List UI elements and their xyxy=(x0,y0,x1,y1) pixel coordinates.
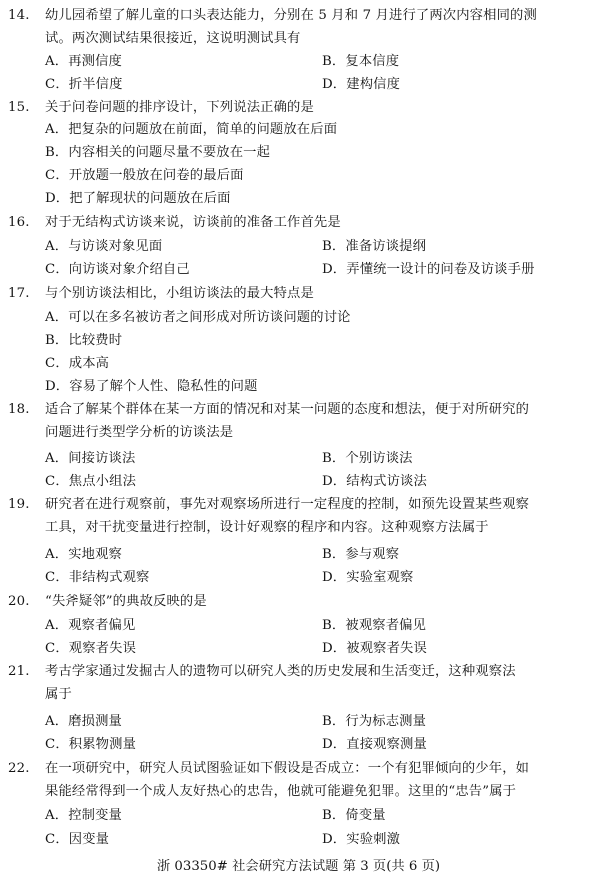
option-text: 比较费时 xyxy=(68,333,123,348)
option-text: 可以在多名被访者之间形成对所访谈问题的讨论 xyxy=(68,310,351,325)
option-label: D． xyxy=(45,191,70,206)
option-label: B． xyxy=(322,239,346,254)
question-number: 17. xyxy=(8,286,30,301)
answer-option xyxy=(322,76,400,94)
answer-option xyxy=(322,569,414,587)
question-number: 21. xyxy=(8,664,30,679)
answer-option xyxy=(45,378,258,396)
option-label: B． xyxy=(322,451,346,466)
answer-option xyxy=(45,76,123,94)
answer-option xyxy=(322,736,427,754)
option-text: 与访谈对象见面 xyxy=(68,239,163,254)
answer-option xyxy=(322,640,427,658)
option-label: D． xyxy=(322,77,347,92)
option-text: 内容相关的问题尽量不要放在一起 xyxy=(68,145,271,160)
answer-option xyxy=(45,831,109,849)
option-label: D． xyxy=(322,474,347,489)
option-label: B． xyxy=(45,145,69,160)
question-stem: 关于问卷问题的排序设计，下列说法正确的是 xyxy=(45,100,314,115)
answer-option xyxy=(45,473,136,491)
question-stem: 果能经常得到一个成人友好热心的忠告，他就可能避免犯罪。这里的“忠告”属于 xyxy=(45,784,517,799)
answer-option xyxy=(322,261,535,279)
question-stem: 属于 xyxy=(45,687,72,702)
answer-option xyxy=(45,450,135,468)
answer-option xyxy=(45,167,244,185)
option-label: B． xyxy=(322,547,346,562)
option-label: A． xyxy=(45,310,69,325)
option-label: D． xyxy=(322,832,347,847)
option-text: 弄懂统一设计的问卷及访谈手册 xyxy=(346,262,535,277)
answer-option xyxy=(322,831,400,849)
question-stem: 在一项研究中，研究人员试图验证如下假设是否成立：一个有犯罪倾向的少年，如 xyxy=(45,761,530,776)
answer-option xyxy=(45,238,162,256)
option-text: 被观察者失误 xyxy=(346,641,427,656)
answer-option xyxy=(45,569,149,587)
option-text: 因变量 xyxy=(68,832,110,847)
option-text: 控制变量 xyxy=(68,808,122,823)
question-number: 20. xyxy=(8,594,30,609)
question-stem: 适合了解某个群体在某一方面的情况和对某一问题的态度和想法，便于对所研究的 xyxy=(45,402,530,417)
option-label: A． xyxy=(45,808,69,823)
option-text: 焦点小组法 xyxy=(68,474,137,489)
option-text: 把了解现状的问题放在后面 xyxy=(69,191,231,206)
option-text: 间接访谈法 xyxy=(68,451,136,466)
option-label: C． xyxy=(45,168,69,183)
option-text: 观察者偏见 xyxy=(68,618,136,633)
option-label: B． xyxy=(45,333,69,348)
question-stem: 对于无结构式访谈来说，访谈前的准备工作首先是 xyxy=(45,215,341,230)
question-stem: 幼儿园希望了解儿童的口头表达能力，分别在 5 月和 7 月进行了两次内容相同的测 xyxy=(45,8,537,23)
option-text: 实验室观察 xyxy=(346,570,414,585)
option-text: 实地观察 xyxy=(68,547,122,562)
answer-option xyxy=(322,450,413,468)
answer-option xyxy=(322,53,399,71)
question-stem: 研究者在进行观察前，事先对观察场所进行一定程度的控制，如预先设置某些观察 xyxy=(45,497,530,512)
option-label: C． xyxy=(45,737,69,752)
option-text: 结构式访谈法 xyxy=(346,474,427,489)
option-text: 开放题一般放在问卷的最后面 xyxy=(68,168,244,183)
option-label: B． xyxy=(322,808,346,823)
answer-option xyxy=(322,713,426,731)
question-number: 16. xyxy=(8,215,30,230)
answer-option xyxy=(45,355,109,373)
answer-option xyxy=(322,546,399,564)
option-label: B． xyxy=(322,618,346,633)
question-number: 19. xyxy=(8,497,30,512)
option-text: 个别访谈法 xyxy=(345,451,413,466)
option-label: C． xyxy=(45,356,69,371)
option-label: D． xyxy=(45,379,70,394)
question-number: 18. xyxy=(8,402,30,417)
answer-option xyxy=(45,121,337,139)
answer-option xyxy=(45,807,122,825)
option-label: D． xyxy=(322,262,347,277)
option-text: 积累物测量 xyxy=(68,737,137,752)
option-text: 倚变量 xyxy=(345,808,386,823)
answer-option xyxy=(45,546,122,564)
page-footer: 浙 03350# 社会研究方法试题 第 3 页(共 6 页) xyxy=(156,859,441,874)
option-text: 成本高 xyxy=(68,356,110,371)
option-text: 向访谈对象介绍自己 xyxy=(68,262,190,277)
answer-option xyxy=(45,53,122,71)
answer-option xyxy=(322,238,426,256)
option-label: C． xyxy=(45,262,69,277)
option-text: 准备访谈提纲 xyxy=(345,239,427,254)
option-label: C． xyxy=(45,832,69,847)
option-text: 复本信度 xyxy=(345,54,400,69)
question-number: 22. xyxy=(8,761,30,776)
option-label: C． xyxy=(45,474,69,489)
option-label: D． xyxy=(322,570,347,585)
option-text: 建构信度 xyxy=(346,77,401,92)
answer-option xyxy=(322,807,386,825)
option-label: D． xyxy=(322,641,347,656)
option-text: 非结构式观察 xyxy=(68,570,150,585)
answer-option xyxy=(45,261,190,279)
question-stem: 工具，对干扰变量进行控制，设计好观察的程序和内容。这种观察方法属于 xyxy=(45,520,489,535)
option-label: A． xyxy=(45,547,69,562)
answer-option xyxy=(322,617,426,635)
option-label: B． xyxy=(322,54,346,69)
option-label: A． xyxy=(45,54,69,69)
question-stem: 考古学家通过发掘古人的遗物可以研究人类的历史发展和生活变迁，这种观察法 xyxy=(45,664,516,679)
option-text: 磨损测量 xyxy=(68,714,122,729)
question-stem: “失斧疑邻”的典故反映的是 xyxy=(45,594,207,609)
option-text: 观察者失误 xyxy=(68,641,137,656)
option-text: 实验刺激 xyxy=(346,832,401,847)
answer-option xyxy=(45,190,231,208)
option-label: B． xyxy=(322,714,346,729)
question-number: 14. xyxy=(8,8,30,23)
option-label: C． xyxy=(45,641,69,656)
option-label: C． xyxy=(45,570,69,585)
option-text: 再测信度 xyxy=(68,54,122,69)
option-label: D． xyxy=(322,737,347,752)
option-label: A． xyxy=(45,714,69,729)
option-label: C． xyxy=(45,77,69,92)
answer-option xyxy=(45,144,270,162)
answer-option xyxy=(45,736,136,754)
option-label: A． xyxy=(45,451,69,466)
option-text: 容易了解个人性、隐私性的问题 xyxy=(69,379,258,394)
option-text: 被观察者偏见 xyxy=(345,618,427,633)
option-text: 直接观察测量 xyxy=(346,737,427,752)
answer-option xyxy=(45,617,135,635)
option-text: 行为标志测量 xyxy=(345,714,427,729)
option-label: A． xyxy=(45,618,69,633)
answer-option xyxy=(45,309,351,327)
option-label: A． xyxy=(45,239,69,254)
option-text: 把复杂的问题放在前面，简单的问题放在后面 xyxy=(68,122,338,137)
answer-option xyxy=(45,713,122,731)
question-stem: 与个别访谈法相比，小组访谈法的最大特点是 xyxy=(45,286,314,301)
option-text: 折半信度 xyxy=(68,77,123,92)
option-text: 参与观察 xyxy=(345,547,400,562)
answer-option xyxy=(45,640,136,658)
question-number: 15. xyxy=(8,100,30,115)
question-stem: 问题进行类型学分析的访谈法是 xyxy=(45,425,234,440)
answer-option xyxy=(322,473,427,491)
question-stem: 试。两次测试结果很接近，这说明测试具有 xyxy=(45,31,301,46)
option-label: A． xyxy=(45,122,69,137)
answer-option xyxy=(45,332,122,350)
